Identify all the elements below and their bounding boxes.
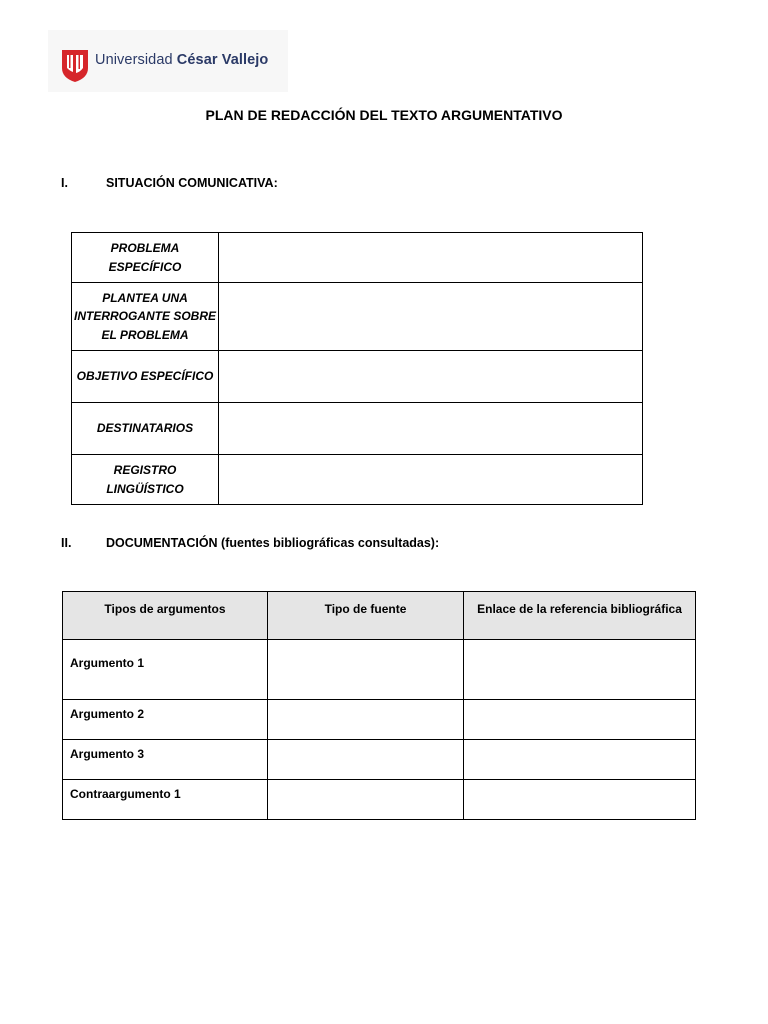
row-value-cell[interactable] <box>219 403 643 455</box>
table-row <box>63 640 696 700</box>
row-label: PROBLEMA ESPECÍFICO <box>72 233 219 283</box>
argument-label: Argumento 2 <box>63 700 268 740</box>
reference-link-cell[interactable] <box>464 640 696 700</box>
table-row <box>72 455 643 505</box>
table-row <box>72 403 643 455</box>
column-header: Enlace de la referencia bibliográfica <box>464 592 696 640</box>
section-1-heading <box>61 176 278 190</box>
document-title: PLAN DE REDACCIÓN DEL TEXTO ARGUMENTATIVO <box>205 107 563 123</box>
table-row <box>72 233 643 283</box>
university-logo <box>48 30 288 92</box>
row-label: PLANTEA UNA INTERROGANTE SOBRE EL PROBLEMA <box>72 283 219 351</box>
reference-link-cell[interactable] <box>464 780 696 820</box>
section-2-title: DOCUMENTACIÓN (fuentes bibliográficas consultadas): <box>106 536 440 550</box>
section-1-title: SITUACIÓN COMUNICATIVA: <box>106 176 278 190</box>
row-value-cell[interactable] <box>219 233 643 283</box>
source-type-cell[interactable] <box>268 640 464 700</box>
reference-link-cell[interactable] <box>464 740 696 780</box>
argument-label: Argumento 3 <box>63 740 268 780</box>
source-type-cell[interactable] <box>268 740 464 780</box>
column-header: Tipo de fuente <box>268 592 464 640</box>
argument-label: Argumento 1 <box>63 640 268 700</box>
row-label: OBJETIVO ESPECÍFICO <box>72 351 219 403</box>
source-type-cell[interactable] <box>268 700 464 740</box>
reference-link-cell[interactable] <box>464 700 696 740</box>
logo-text-regular: Universidad <box>95 52 177 68</box>
row-label: REGISTRO LINGÜÍSTICO <box>72 455 219 505</box>
table-header-row <box>63 592 696 640</box>
source-type-cell[interactable] <box>268 780 464 820</box>
section-2-number: II. <box>61 536 72 550</box>
table-row <box>63 780 696 820</box>
column-header: Tipos de argumentos <box>63 592 268 640</box>
row-label: DESTINATARIOS <box>72 403 219 455</box>
row-value-cell[interactable] <box>219 283 643 351</box>
section-1-number: I. <box>61 176 68 190</box>
table-row <box>63 740 696 780</box>
row-value-cell[interactable] <box>219 351 643 403</box>
table-row <box>72 283 643 351</box>
university-shield-icon <box>62 48 88 82</box>
section-2-heading <box>61 536 439 550</box>
logo-text-bold: César Vallejo <box>176 52 269 68</box>
table-row <box>63 700 696 740</box>
university-name <box>95 52 268 68</box>
row-value-cell[interactable] <box>219 455 643 505</box>
argument-label: Contraargumento 1 <box>63 780 268 820</box>
table-row <box>72 351 643 403</box>
communicative-situation-table <box>71 232 643 505</box>
documentation-table <box>62 591 696 820</box>
